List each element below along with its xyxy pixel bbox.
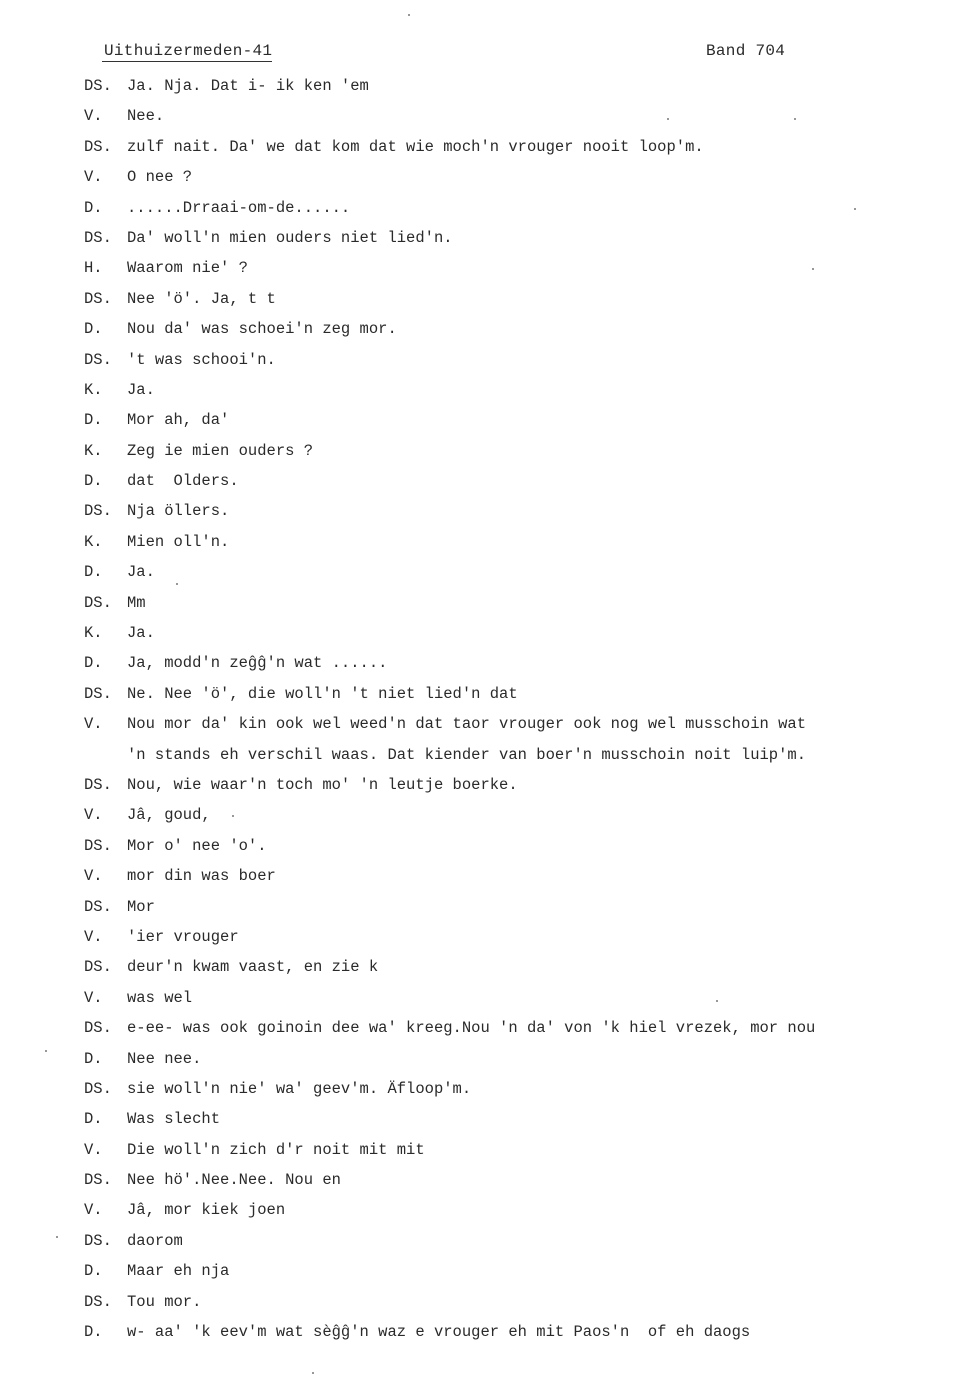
- utterance-text: Nou, wie waar'n toch mo' 'n leutje boerke.: [127, 775, 518, 794]
- speaker-label: V.: [84, 806, 103, 825]
- utterance-text: e-ee- was ook goinoin dee wa' kreeg.Nou 'n da' von 'k hiel vrezek, mor nou: [127, 1019, 816, 1038]
- scan-speck: [812, 268, 814, 270]
- transcript-line: [0, 132, 973, 162]
- transcript-line: [0, 557, 973, 587]
- scan-speck: [408, 14, 410, 16]
- transcript-line: [0, 162, 973, 192]
- utterance-text: Waarom nie' ?: [127, 259, 248, 278]
- speaker-label: D.: [84, 1049, 103, 1068]
- speaker-label: DS.: [84, 1079, 112, 1098]
- transcript-line: [0, 253, 973, 283]
- speaker-label: V.: [84, 927, 103, 946]
- speaker-label: K.: [84, 380, 103, 399]
- speaker-label: DS.: [84, 1292, 112, 1311]
- speaker-label: K.: [84, 532, 103, 551]
- utterance-text: Da' woll'n mien ouders niet lied'n.: [127, 228, 453, 247]
- utterance-text: Nou da' was schoei'n zeg mor.: [127, 320, 397, 339]
- speaker-label: H.: [84, 259, 103, 278]
- utterance-text: Jâ, mor kiek joen: [127, 1201, 286, 1220]
- transcript-line: [0, 922, 973, 952]
- transcript-line: [0, 1135, 973, 1165]
- transcript-line: [0, 405, 973, 435]
- speaker-label: V.: [84, 1140, 103, 1159]
- utterance-text: ......Drraai-om-de......: [127, 198, 351, 217]
- scan-speck: [854, 208, 856, 210]
- speaker-label: D.: [84, 1323, 103, 1342]
- transcript-line: [0, 648, 973, 678]
- scan-speck: [312, 1372, 314, 1374]
- scan-speck: [45, 1050, 47, 1052]
- transcript-line: [0, 1165, 973, 1195]
- transcript-line: [0, 831, 973, 861]
- transcript-line: [0, 618, 973, 648]
- transcript-line-continuation: [0, 740, 973, 770]
- speaker-label: DS.: [84, 958, 112, 977]
- speaker-label: DS.: [84, 502, 112, 521]
- speaker-label: D.: [84, 320, 103, 339]
- utterance-text: 'ier vrouger: [127, 927, 239, 946]
- speaker-label: DS.: [84, 77, 112, 95]
- speaker-label: DS.: [84, 350, 112, 369]
- utterance-text: Maar eh nja: [127, 1262, 230, 1281]
- scan-speck: [794, 118, 796, 120]
- utterance-text: Nee 'ö'. Ja, t t: [127, 289, 276, 308]
- speaker-label: DS.: [84, 775, 112, 794]
- utterance-text: Nee hö'.Nee.Nee. Nou en: [127, 1171, 341, 1190]
- utterance-text: Ja.: [127, 624, 155, 643]
- utterance-text: 'n stands eh verschil waas. Dat kiender van boer'n musschoin noit luip'm.: [127, 745, 807, 764]
- scan-speck: [232, 815, 234, 817]
- speaker-label: DS.: [84, 836, 112, 855]
- transcript-line: [0, 527, 973, 557]
- speaker-label: V.: [84, 988, 103, 1007]
- speaker-label: DS.: [84, 1019, 112, 1038]
- speaker-label: DS.: [84, 289, 112, 308]
- utterance-text: Ne. Nee 'ö', die woll'n 't niet lied'n dat: [127, 684, 518, 703]
- transcript-line: [0, 223, 973, 253]
- utterance-text: mor din was boer: [127, 867, 276, 886]
- transcript-line: [0, 588, 973, 618]
- transcript-line: [0, 952, 973, 982]
- transcript-line: [0, 770, 973, 800]
- utterance-text: Nee.: [127, 107, 165, 126]
- tape-number: Band 704: [706, 42, 786, 60]
- utterance-text: Die woll'n zich d'r noit mit mit: [127, 1140, 425, 1159]
- utterance-text: Ja. Nja. Dat i- ik ken 'em: [127, 77, 369, 95]
- scan-speck: [716, 1000, 718, 1002]
- transcript-line: [0, 1317, 973, 1347]
- speaker-label: DS.: [84, 593, 112, 612]
- transcript-line: [0, 709, 973, 739]
- transcript-line: [0, 314, 973, 344]
- transcript-line: [0, 496, 973, 526]
- utterance-text: Was slecht: [127, 1110, 221, 1129]
- utterance-text: Mor o' nee 'o'.: [127, 836, 267, 855]
- transcript-line: [0, 71, 973, 101]
- speaker-label: V.: [84, 867, 103, 886]
- transcript-lines: [0, 71, 973, 1347]
- utterance-text: w- aa' 'k eev'm wat sèĝĝ'n waz e vrouger eh mit Paos'n of eh daogs: [127, 1323, 751, 1342]
- utterance-text: Nou mor da' kin ook wel weed'n dat taor vrouger ook nog wel musschoin wat: [127, 715, 807, 734]
- speaker-label: DS.: [84, 1231, 112, 1250]
- speaker-label: D.: [84, 1262, 103, 1281]
- transcript-line: [0, 436, 973, 466]
- transcript-line: [0, 1044, 973, 1074]
- utterance-text: Nja öllers.: [127, 502, 230, 521]
- transcript-line: [0, 1226, 973, 1256]
- speaker-label: K.: [84, 441, 103, 460]
- transcript-line: [0, 1104, 973, 1134]
- speaker-label: V.: [84, 715, 103, 734]
- transcript-line: [0, 284, 973, 314]
- speaker-label: D.: [84, 472, 103, 491]
- speaker-label: K.: [84, 624, 103, 643]
- speaker-label: D.: [84, 563, 103, 582]
- speaker-label: DS.: [84, 897, 112, 916]
- document-title: Uithuizermeden-41: [104, 42, 273, 60]
- utterance-text: Ja.: [127, 380, 155, 399]
- speaker-label: D.: [84, 411, 103, 430]
- utterance-text: Ja, modd'n zeĝĝ'n wat ......: [127, 654, 388, 673]
- speaker-label: DS.: [84, 228, 112, 247]
- transcript-line: [0, 101, 973, 131]
- utterance-text: sie woll'n nie' wa' geev'm. Äfloop'm.: [127, 1079, 472, 1098]
- utterance-text: Mor ah, da': [127, 411, 230, 430]
- transcript-line: [0, 1287, 973, 1317]
- utterance-text: Mor: [127, 897, 155, 916]
- utterance-text: was wel: [127, 988, 193, 1007]
- scan-speck: [56, 1236, 58, 1238]
- transcript-line: [0, 466, 973, 496]
- utterance-text: Mien oll'n.: [127, 532, 230, 551]
- transcript-line: [0, 679, 973, 709]
- transcript-line: [0, 1256, 973, 1286]
- transcript-line: [0, 800, 973, 830]
- utterance-text: Ja.: [127, 563, 155, 582]
- speaker-label: V.: [84, 107, 103, 126]
- scan-speck: [176, 583, 178, 585]
- transcript-line: [0, 193, 973, 223]
- utterance-text: 't was schooi'n.: [127, 350, 276, 369]
- speaker-label: D.: [84, 1110, 103, 1129]
- transcript-line: [0, 345, 973, 375]
- transcript-line: [0, 1074, 973, 1104]
- utterance-text: Jâ, goud,: [127, 806, 211, 825]
- transcript-line: [0, 1013, 973, 1043]
- speaker-label: V.: [84, 168, 103, 187]
- transcript-line: [0, 892, 973, 922]
- utterance-text: dat Olders.: [127, 472, 239, 491]
- transcript-line: [0, 983, 973, 1013]
- speaker-label: DS.: [84, 684, 112, 703]
- transcript-line: [0, 861, 973, 891]
- transcript-line: [0, 1195, 973, 1225]
- speaker-label: D.: [84, 654, 103, 673]
- utterance-text: deur'n kwam vaast, en zie k: [127, 958, 379, 977]
- utterance-text: Tou mor.: [127, 1292, 202, 1311]
- speaker-label: V.: [84, 1201, 103, 1220]
- utterance-text: O nee ?: [127, 168, 193, 187]
- utterance-text: Zeg ie mien ouders ?: [127, 441, 314, 460]
- transcript-line: [0, 375, 973, 405]
- utterance-text: Nee nee.: [127, 1049, 202, 1068]
- utterance-text: Mm: [127, 593, 146, 612]
- speaker-label: DS.: [84, 1171, 112, 1190]
- utterance-text: daorom: [127, 1231, 183, 1250]
- speaker-label: DS.: [84, 137, 112, 156]
- speaker-label: D.: [84, 198, 103, 217]
- utterance-text: zulf nait. Da' we dat kom dat wie moch'n vrouger nooit loop'm.: [127, 137, 704, 156]
- scan-speck: [667, 118, 669, 120]
